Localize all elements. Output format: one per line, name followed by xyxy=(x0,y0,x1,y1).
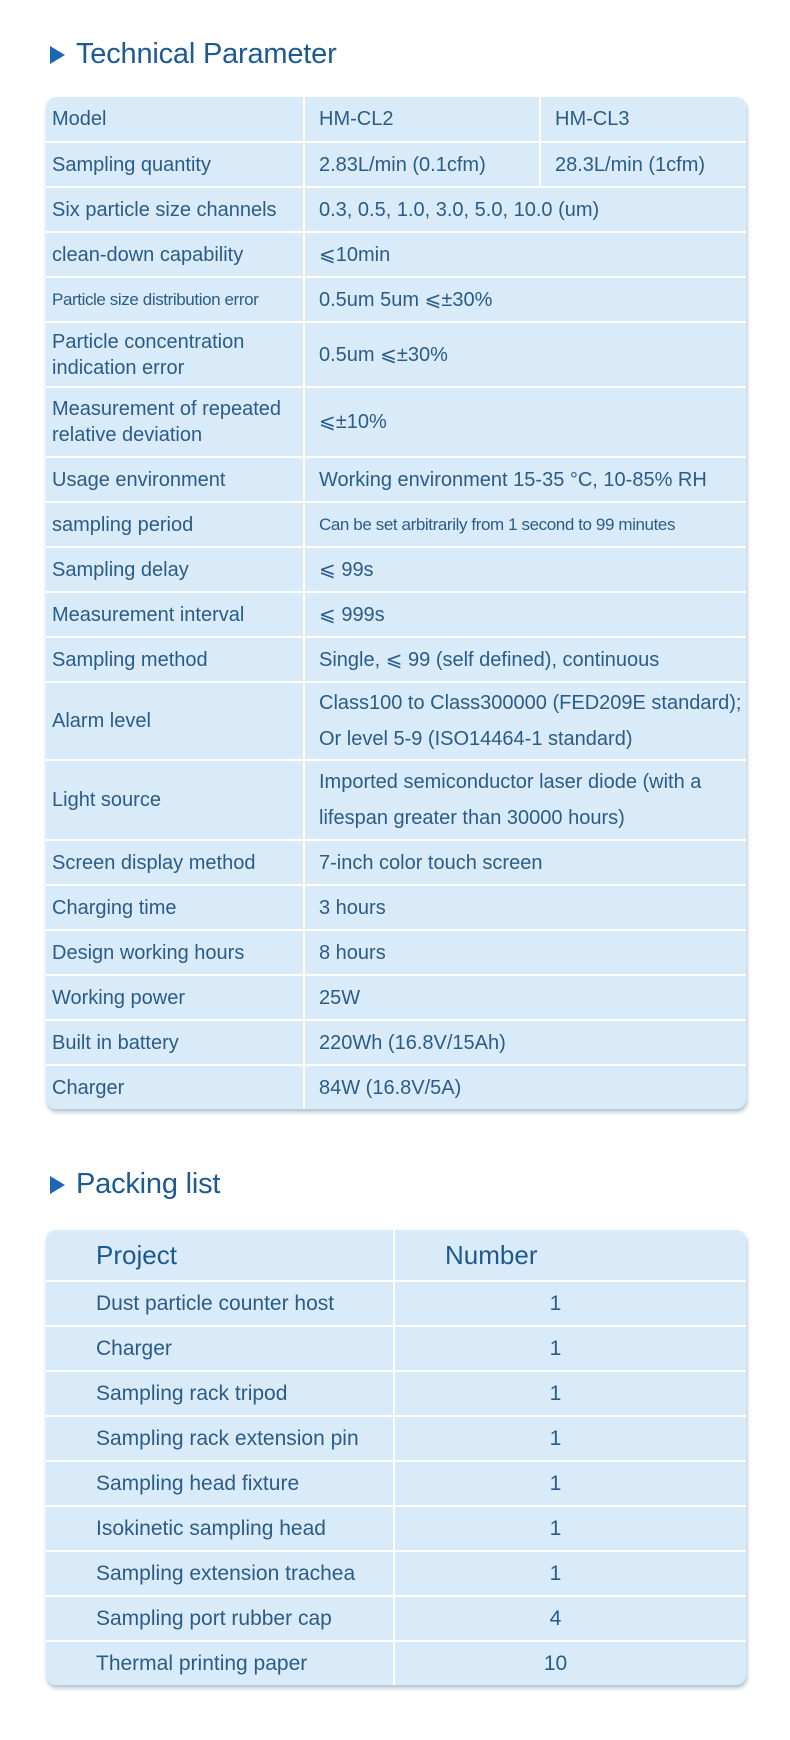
param-label: Particle concentration indication error xyxy=(46,322,304,387)
table-row xyxy=(46,547,746,592)
item-name: Sampling rack tripod xyxy=(46,1371,394,1416)
param-label: sampling period xyxy=(46,502,304,547)
technical-parameter-title: Technical Parameter xyxy=(76,38,337,70)
table-row xyxy=(46,885,746,930)
table-row xyxy=(46,682,746,760)
table-row xyxy=(46,387,746,457)
triangle-right-icon xyxy=(50,46,65,64)
table-row xyxy=(46,1641,746,1685)
table-row xyxy=(46,1551,746,1596)
param-label: Charging time xyxy=(46,885,304,930)
param-label: Usage environment xyxy=(46,457,304,502)
param-value: ⩽ 99s xyxy=(304,547,746,592)
param-label: Alarm level xyxy=(46,682,304,760)
item-name: Sampling head fixture xyxy=(46,1461,394,1506)
table-row xyxy=(46,1416,746,1461)
param-value: 8 hours xyxy=(304,930,746,975)
table-row xyxy=(46,975,746,1020)
item-quantity: 1 xyxy=(394,1416,746,1461)
table-row xyxy=(46,187,746,232)
table-row xyxy=(46,637,746,682)
table-row xyxy=(46,322,746,387)
table-row xyxy=(46,592,746,637)
column-header-number: Number xyxy=(394,1230,746,1281)
table-row xyxy=(46,97,746,142)
packing-list-heading xyxy=(50,1168,220,1201)
table-row xyxy=(46,142,746,187)
table-row xyxy=(46,1506,746,1551)
item-name: Sampling rack extension pin xyxy=(46,1416,394,1461)
item-quantity: 1 xyxy=(394,1551,746,1596)
param-value: HM-CL2 xyxy=(304,97,540,142)
item-quantity: 1 xyxy=(394,1326,746,1371)
item-name: Isokinetic sampling head xyxy=(46,1506,394,1551)
param-label: Charger xyxy=(46,1065,304,1109)
param-value: 7-inch color touch screen xyxy=(304,840,746,885)
param-label: Measurement of repeated relative deviation xyxy=(46,387,304,457)
table-row xyxy=(46,1371,746,1416)
param-label: Particle size distribution error xyxy=(46,277,304,322)
table-row xyxy=(46,1020,746,1065)
triangle-right-icon xyxy=(50,1176,65,1194)
item-name: Sampling extension trachea xyxy=(46,1551,394,1596)
param-value: Imported semiconductor laser diode (with a lifespan greater than 30000 hours) xyxy=(304,760,746,840)
column-header-project: Project xyxy=(46,1230,394,1281)
table-row xyxy=(46,1281,746,1326)
item-quantity: 1 xyxy=(394,1281,746,1326)
item-quantity: 1 xyxy=(394,1506,746,1551)
table-row xyxy=(46,502,746,547)
packing-list-card xyxy=(46,1230,746,1685)
table-row xyxy=(46,1461,746,1506)
param-label: Screen display method xyxy=(46,840,304,885)
item-name: Dust particle counter host xyxy=(46,1281,394,1326)
packing-list-title: Packing list xyxy=(76,1168,221,1200)
param-value: HM-CL3 xyxy=(540,97,746,142)
table-header-row xyxy=(46,1230,746,1281)
param-value: 0.5um 5um ⩽±30% xyxy=(304,277,746,322)
param-label: clean-down capability xyxy=(46,232,304,277)
param-value: Class100 to Class300000 (FED209E standard); Or level 5-9 (ISO14464-1 standard) xyxy=(304,682,746,760)
table-row xyxy=(46,277,746,322)
param-label: Built in battery xyxy=(46,1020,304,1065)
table-row xyxy=(46,232,746,277)
param-value: Single, ⩽ 99 (self defined), continuous xyxy=(304,637,746,682)
param-label: Sampling method xyxy=(46,637,304,682)
param-label: Design working hours xyxy=(46,930,304,975)
table-row xyxy=(46,457,746,502)
item-quantity: 1 xyxy=(394,1371,746,1416)
param-value: ⩽±10% xyxy=(304,387,746,457)
technical-parameter-card xyxy=(46,97,746,1109)
param-value: 25W xyxy=(304,975,746,1020)
param-label: Sampling delay xyxy=(46,547,304,592)
param-value: 220Wh (16.8V/15Ah) xyxy=(304,1020,746,1065)
param-label: Sampling quantity xyxy=(46,142,304,187)
param-value: Working environment 15-35 °C, 10-85% RH xyxy=(304,457,746,502)
param-label: Model xyxy=(46,97,304,142)
packing-list-table xyxy=(46,1230,746,1685)
table-row xyxy=(46,840,746,885)
item-name: Thermal printing paper xyxy=(46,1641,394,1685)
param-label: Light source xyxy=(46,760,304,840)
table-row xyxy=(46,760,746,840)
param-label: Measurement interval xyxy=(46,592,304,637)
table-row xyxy=(46,1065,746,1109)
item-quantity: 10 xyxy=(543,1651,568,1675)
item-quantity: 1 xyxy=(394,1461,746,1506)
param-label: Six particle size channels xyxy=(46,187,304,232)
param-value: 3 hours xyxy=(304,885,746,930)
item-quantity: 4 xyxy=(394,1596,746,1641)
param-value: ⩽ 999s xyxy=(304,592,746,637)
param-value: Can be set arbitrarily from 1 second to 99 minutes xyxy=(304,502,746,547)
item-name: Sampling port rubber cap xyxy=(46,1596,394,1641)
param-value: 28.3L/min (1cfm) xyxy=(540,142,746,187)
technical-parameter-heading xyxy=(50,38,337,71)
param-value: 0.3, 0.5, 1.0, 3.0, 5.0, 10.0 (um) xyxy=(304,187,746,232)
param-value: ⩽10min xyxy=(304,232,746,277)
param-value: 2.83L/min (0.1cfm) xyxy=(304,142,540,187)
param-label: Working power xyxy=(46,975,304,1020)
technical-parameter-table xyxy=(46,97,746,1109)
param-value: 84W (16.8V/5A) xyxy=(319,1076,462,1099)
table-row xyxy=(46,1326,746,1371)
param-value: 0.5um ⩽±30% xyxy=(304,322,746,387)
table-row xyxy=(46,1596,746,1641)
item-name: Charger xyxy=(46,1326,394,1371)
table-row xyxy=(46,930,746,975)
